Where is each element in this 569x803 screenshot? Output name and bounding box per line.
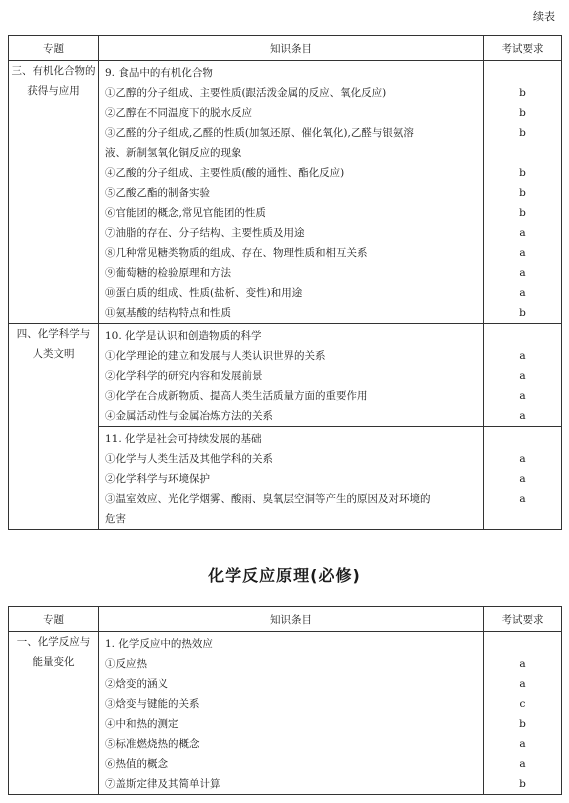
requirement-level: a: [519, 390, 526, 402]
requirement-level: a: [519, 453, 526, 465]
header-topic: 专题: [9, 607, 99, 632]
knowledge-cell: [99, 61, 484, 324]
requirement-spacer: [484, 427, 561, 449]
knowledge-item: ⑤标准燃烧热的概念: [105, 738, 200, 750]
knowledge-item: ①反应热: [105, 658, 147, 670]
knowledge-item: ⑧几种常见糖类物质的组成、存在、物理性质和相互关系: [105, 247, 368, 259]
header-knowledge: 知识条目: [99, 36, 484, 61]
requirement-level: a: [519, 473, 526, 485]
header-knowledge: 知识条目: [99, 607, 484, 632]
requirement-level: a: [519, 350, 526, 362]
knowledge-item: ③乙醛的分子组成,乙醛的性质(加氢还原、催化氧化),乙醛与银氨溶: [105, 127, 414, 139]
requirement-level: b: [519, 187, 526, 199]
topic-line: 获得与应用: [27, 85, 80, 97]
requirement-level: a: [519, 493, 526, 505]
requirement-cell: [484, 632, 562, 795]
requirement-level: a: [519, 227, 526, 239]
requirement-spacer: [484, 632, 561, 654]
knowledge-item: 液、新制氢氧化铜反应的现象: [105, 147, 242, 159]
requirement-level: a: [519, 287, 526, 299]
table-row: [9, 632, 562, 795]
requirement-level: b: [519, 718, 526, 730]
knowledge-cell: [99, 632, 484, 795]
table-header-row: [9, 607, 562, 632]
requirement-level: b: [519, 778, 526, 790]
knowledge-cell: [99, 427, 484, 530]
continued-label: 续表: [533, 10, 555, 23]
requirement-cell: [484, 427, 562, 530]
knowledge-item: ⑩蛋白质的组成、性质(盐析、变性)和用途: [105, 287, 303, 299]
topic-line: 三、有机化合物的: [11, 65, 96, 77]
knowledge-item: ⑦盖斯定律及其简单计算: [105, 778, 221, 790]
knowledge-item: ①化学与人类生活及其他学科的关系: [105, 453, 273, 465]
requirement-spacer: [484, 61, 561, 83]
knowledge-heading: 1. 化学反应中的热效应: [105, 638, 213, 650]
knowledge-item: ③温室效应、光化学烟雾、酸雨、臭氧层空洞等产生的原因及对环境的: [105, 493, 431, 505]
knowledge-item: ⑥官能团的概念,常见官能团的性质: [105, 207, 266, 219]
table-row: [9, 61, 562, 324]
knowledge-item: ⑤乙酸乙酯的制备实验: [105, 187, 210, 199]
topic-line: 能量变化: [32, 656, 75, 668]
knowledge-item: ④金属活动性与金属冶炼方法的关系: [105, 410, 273, 422]
requirement-level: a: [519, 758, 526, 770]
requirement-cell: [484, 61, 562, 324]
requirement-level: a: [519, 658, 526, 670]
requirement-level: b: [519, 167, 526, 179]
requirement-level: b: [519, 307, 526, 319]
topic-cell: [9, 324, 99, 530]
requirement-level: a: [519, 678, 526, 690]
knowledge-item: ②化学科学的研究内容和发展前景: [105, 370, 263, 382]
requirement-spacer: [484, 324, 561, 346]
knowledge-item: ①化学理论的建立和发展与人类认识世界的关系: [105, 350, 326, 362]
topic-cell: [9, 632, 99, 795]
knowledge-item: ②乙醇在不同温度下的脱水反应: [105, 107, 252, 119]
requirement-cell: [484, 324, 562, 427]
knowledge-item: ③化学在合成新物质、提高人类生活质量方面的重要作用: [105, 390, 368, 402]
requirement-level: b: [519, 87, 526, 99]
topic-line: 人类文明: [32, 348, 75, 360]
knowledge-heading: 9. 食品中的有机化合物: [105, 67, 213, 79]
knowledge-item: ②焓变的涵义: [105, 678, 168, 690]
topic-cell: [9, 61, 99, 324]
table-header-row: [9, 36, 562, 61]
knowledge-item: ⑥热值的概念: [105, 758, 168, 770]
header-requirement: 考试要求: [484, 607, 562, 632]
requirement-spacer: [484, 509, 561, 529]
knowledge-cell: [99, 324, 484, 427]
knowledge-heading: 11. 化学是社会可持续发展的基础: [105, 433, 262, 445]
requirement-level: b: [519, 107, 526, 119]
knowledge-item: ④中和热的测定: [105, 718, 179, 730]
knowledge-item: ⑪氨基酸的结构特点和性质: [105, 307, 231, 319]
header-requirement: 考试要求: [484, 36, 562, 61]
requirement-level: a: [519, 267, 526, 279]
requirement-level: c: [519, 698, 526, 710]
knowledge-table-1: [8, 35, 562, 530]
knowledge-item: 危害: [105, 513, 126, 525]
knowledge-heading: 10. 化学是认识和创造物质的科学: [105, 330, 262, 342]
requirement-level: b: [519, 127, 526, 139]
requirement-level: a: [519, 247, 526, 259]
topic-line: 四、化学科学与: [16, 328, 91, 340]
knowledge-table-2: [8, 606, 562, 795]
requirement-level: a: [519, 370, 526, 382]
knowledge-item: ⑨葡萄糖的检验原理和方法: [105, 267, 231, 279]
requirement-spacer: [484, 143, 561, 163]
requirement-level: a: [519, 410, 526, 422]
topic-line: 一、化学反应与: [16, 636, 91, 648]
header-topic: 专题: [9, 36, 99, 61]
knowledge-item: ⑦油脂的存在、分子结构、主要性质及用途: [105, 227, 305, 239]
requirement-level: b: [519, 207, 526, 219]
knowledge-item: ③焓变与键能的关系: [105, 698, 200, 710]
knowledge-item: ④乙酸的分子组成、主要性质(酸的通性、酯化反应): [105, 167, 345, 179]
knowledge-item: ②化学科学与环境保护: [105, 473, 210, 485]
table-row: [9, 324, 562, 427]
knowledge-item: ①乙醇的分子组成、主要性质(跟活泼金属的反应、氧化反应): [105, 87, 387, 99]
requirement-level: a: [519, 738, 526, 750]
section-title: 化学反应原理(必修): [208, 566, 361, 585]
